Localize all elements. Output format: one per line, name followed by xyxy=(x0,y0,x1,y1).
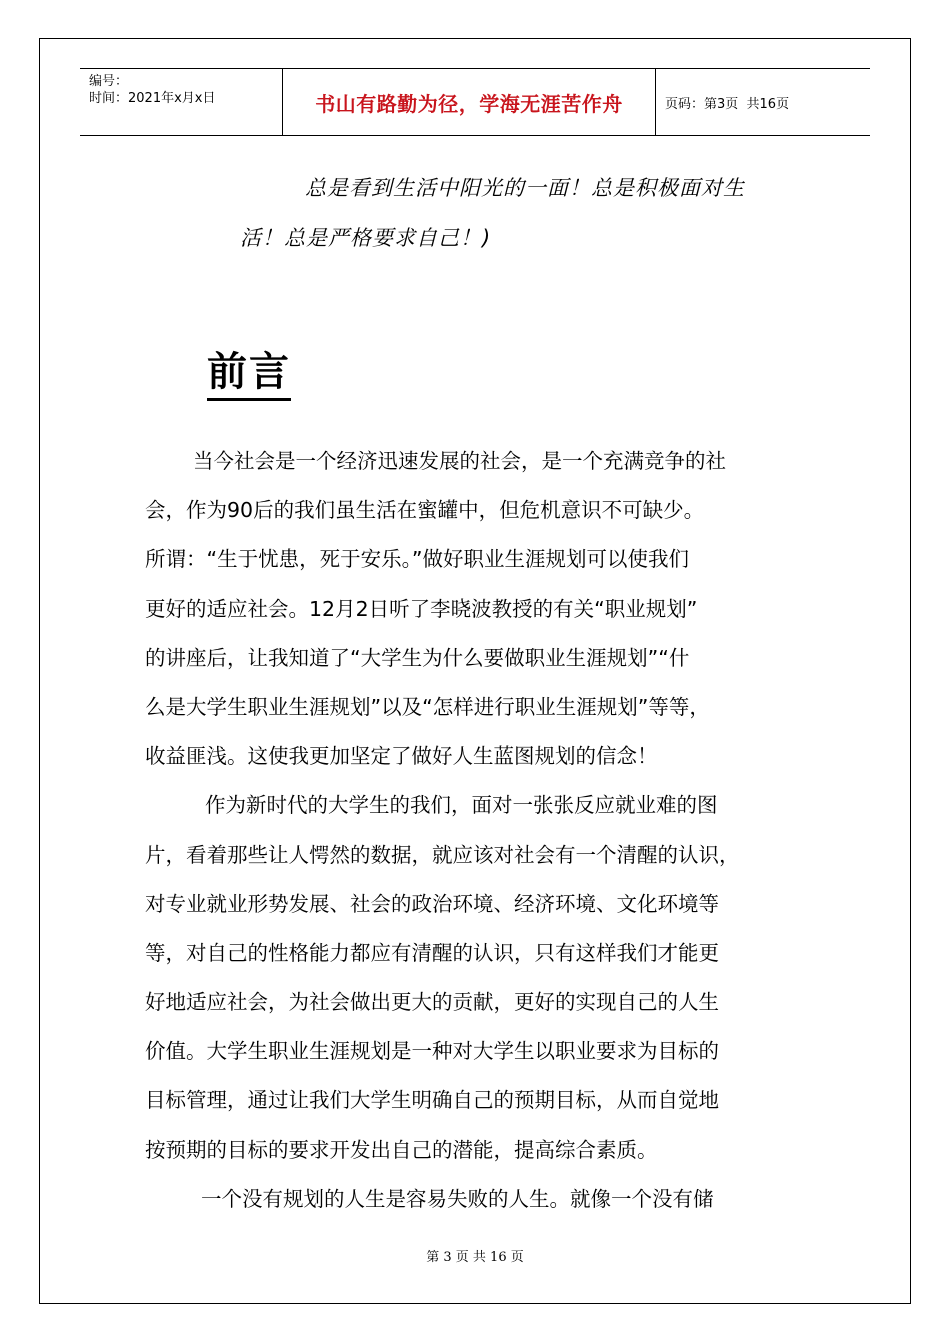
paragraph-line: 当今社会是一个经济迅速发展的社会，是一个充满竞争的社 xyxy=(193,449,726,473)
paragraph-line: 么是大学生职业生涯规划”以及“怎样进行职业生涯规划”等等， xyxy=(145,694,710,719)
header-meta xyxy=(80,69,283,135)
intro-line-1: 总是看到生活中阳光的一面！总是积极面对生 xyxy=(305,176,745,200)
paragraph-line: 一个没有规划的人生是容易失败的人生。就像一个没有储 xyxy=(201,1186,714,1211)
paragraph-line: 目标管理，通过让我们大学生明确自己的预期目标，从而自觉地 xyxy=(145,1088,719,1113)
paragraph-line: 片，看着那些让人愕然的数据，就应该对社会有一个清醒的认识， xyxy=(145,842,740,867)
section-title: 前言 xyxy=(207,346,291,401)
intro-line-2: 活！总是严格要求自己！) xyxy=(240,226,492,250)
page-footer: 第 3 页 共 16 页 xyxy=(426,1250,524,1265)
number-label: 编号： xyxy=(89,74,129,89)
page-info-text: 页码：第3页 共16页 xyxy=(665,96,790,112)
paragraph-line: 作为新时代的大学生的我们，面对一张张反应就业难的图 xyxy=(205,793,718,818)
body-text xyxy=(145,437,795,1224)
paragraph-line: 更好的适应社会。12月2日听了李晓波教授的有关“职业规划” xyxy=(145,596,698,621)
page-header xyxy=(80,68,870,136)
paragraph-line: 会，作为90后的我们虽生活在蜜罐中，但危机意识不可缺少。 xyxy=(145,498,705,523)
paragraph-line: 按预期的目标的要求开发出自己的潜能，提高综合素质。 xyxy=(145,1137,658,1162)
paragraph-line: 好地适应社会，为社会做出更大的贡献，更好的实现自己的人生 xyxy=(145,990,719,1015)
paragraph-line: 的讲座后，让我知道了“大学生为什么要做职业生涯规划”“什 xyxy=(145,645,690,670)
paragraph-line: 价值。大学生职业生涯规划是一种对大学生以职业要求为目标的 xyxy=(145,1039,719,1064)
time-label: 时间：2021年x月x日 xyxy=(89,91,216,106)
paragraph-line: 收益匪浅。这使我更加坚定了做好人生蓝图规划的信念！ xyxy=(145,744,658,769)
paragraph-line: 对专业就业形势发展、社会的政治环境、经济环境、文化环境等 xyxy=(145,891,719,916)
header-page-info xyxy=(656,69,870,135)
paragraph-line: 等，对自己的性格能力都应有清醒的认识，只有这样我们才能更 xyxy=(145,940,719,965)
header-motto: 书山有路勤为径，学海无涯苦作舟 xyxy=(283,69,656,135)
paragraph-line: 所谓：“生于忧患，死于安乐。”做好职业生涯规划可以使我们 xyxy=(145,547,689,572)
